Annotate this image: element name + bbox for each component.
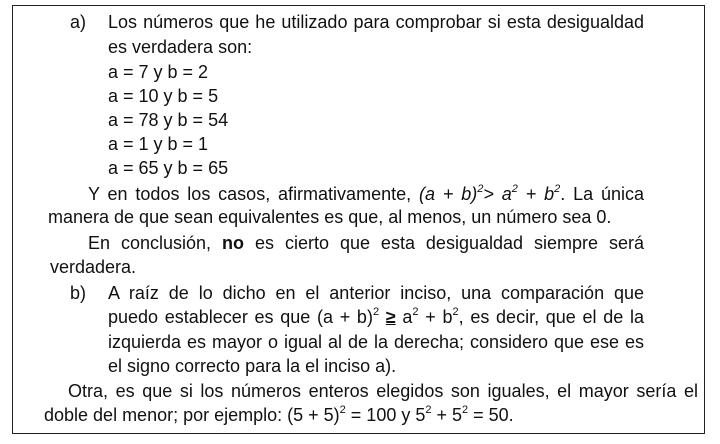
item-b-line-4: el signo correcto para la el inciso a).	[108, 356, 397, 376]
conclusion-line-2: verdadera.	[50, 257, 137, 277]
result-line-1: Y en todos los casos, afirmativamente, $(a + b)^2> a^2 + b^2$. La única	[88, 183, 645, 204]
pair-item: a = 78 y b = 54	[108, 110, 229, 130]
pair-item: a = 1 y b = 1	[108, 134, 209, 154]
closing-line-1: Otra, es que si los números enteros elegidos son iguales, el mayor sería el	[68, 381, 698, 401]
item-b-label: b)	[70, 283, 87, 303]
item-b-line-1: A raíz de lo dicho en el anterior inciso, una comparación que	[108, 283, 644, 303]
pair-item: a = 65 y b = 65	[108, 158, 229, 178]
closing-line-2: doble del menor; por ejemplo: $(5 + 5)^2 = 100$ y $5^2 + 5^2 = 50$.	[44, 404, 514, 425]
conclusion-line-1: En conclusión, no es cierto que esta desigualdad siempre será	[88, 233, 644, 253]
item-a-intro-line-1: Los números que he utilizado para comprobar si esta desigualdad	[108, 12, 644, 32]
item-b-line-3: izquierda es mayor o igual al de la derecha; considero que ese es	[108, 332, 644, 352]
item-a-intro-line-2: es verdadera son:	[108, 37, 253, 57]
pair-item: a = 7 y b = 2	[108, 62, 209, 82]
result-line-2: manera de que sean equivalentes es que, al menos, un número sea 0.	[48, 207, 612, 227]
item-a-label: a)	[70, 12, 87, 32]
item-b-line-2: puedo establecer es que $(a + b)^2 \ge a^2 + b^2$, es decir, que el de la	[108, 306, 644, 327]
pair-item: a = 10 y b = 5	[108, 86, 219, 106]
